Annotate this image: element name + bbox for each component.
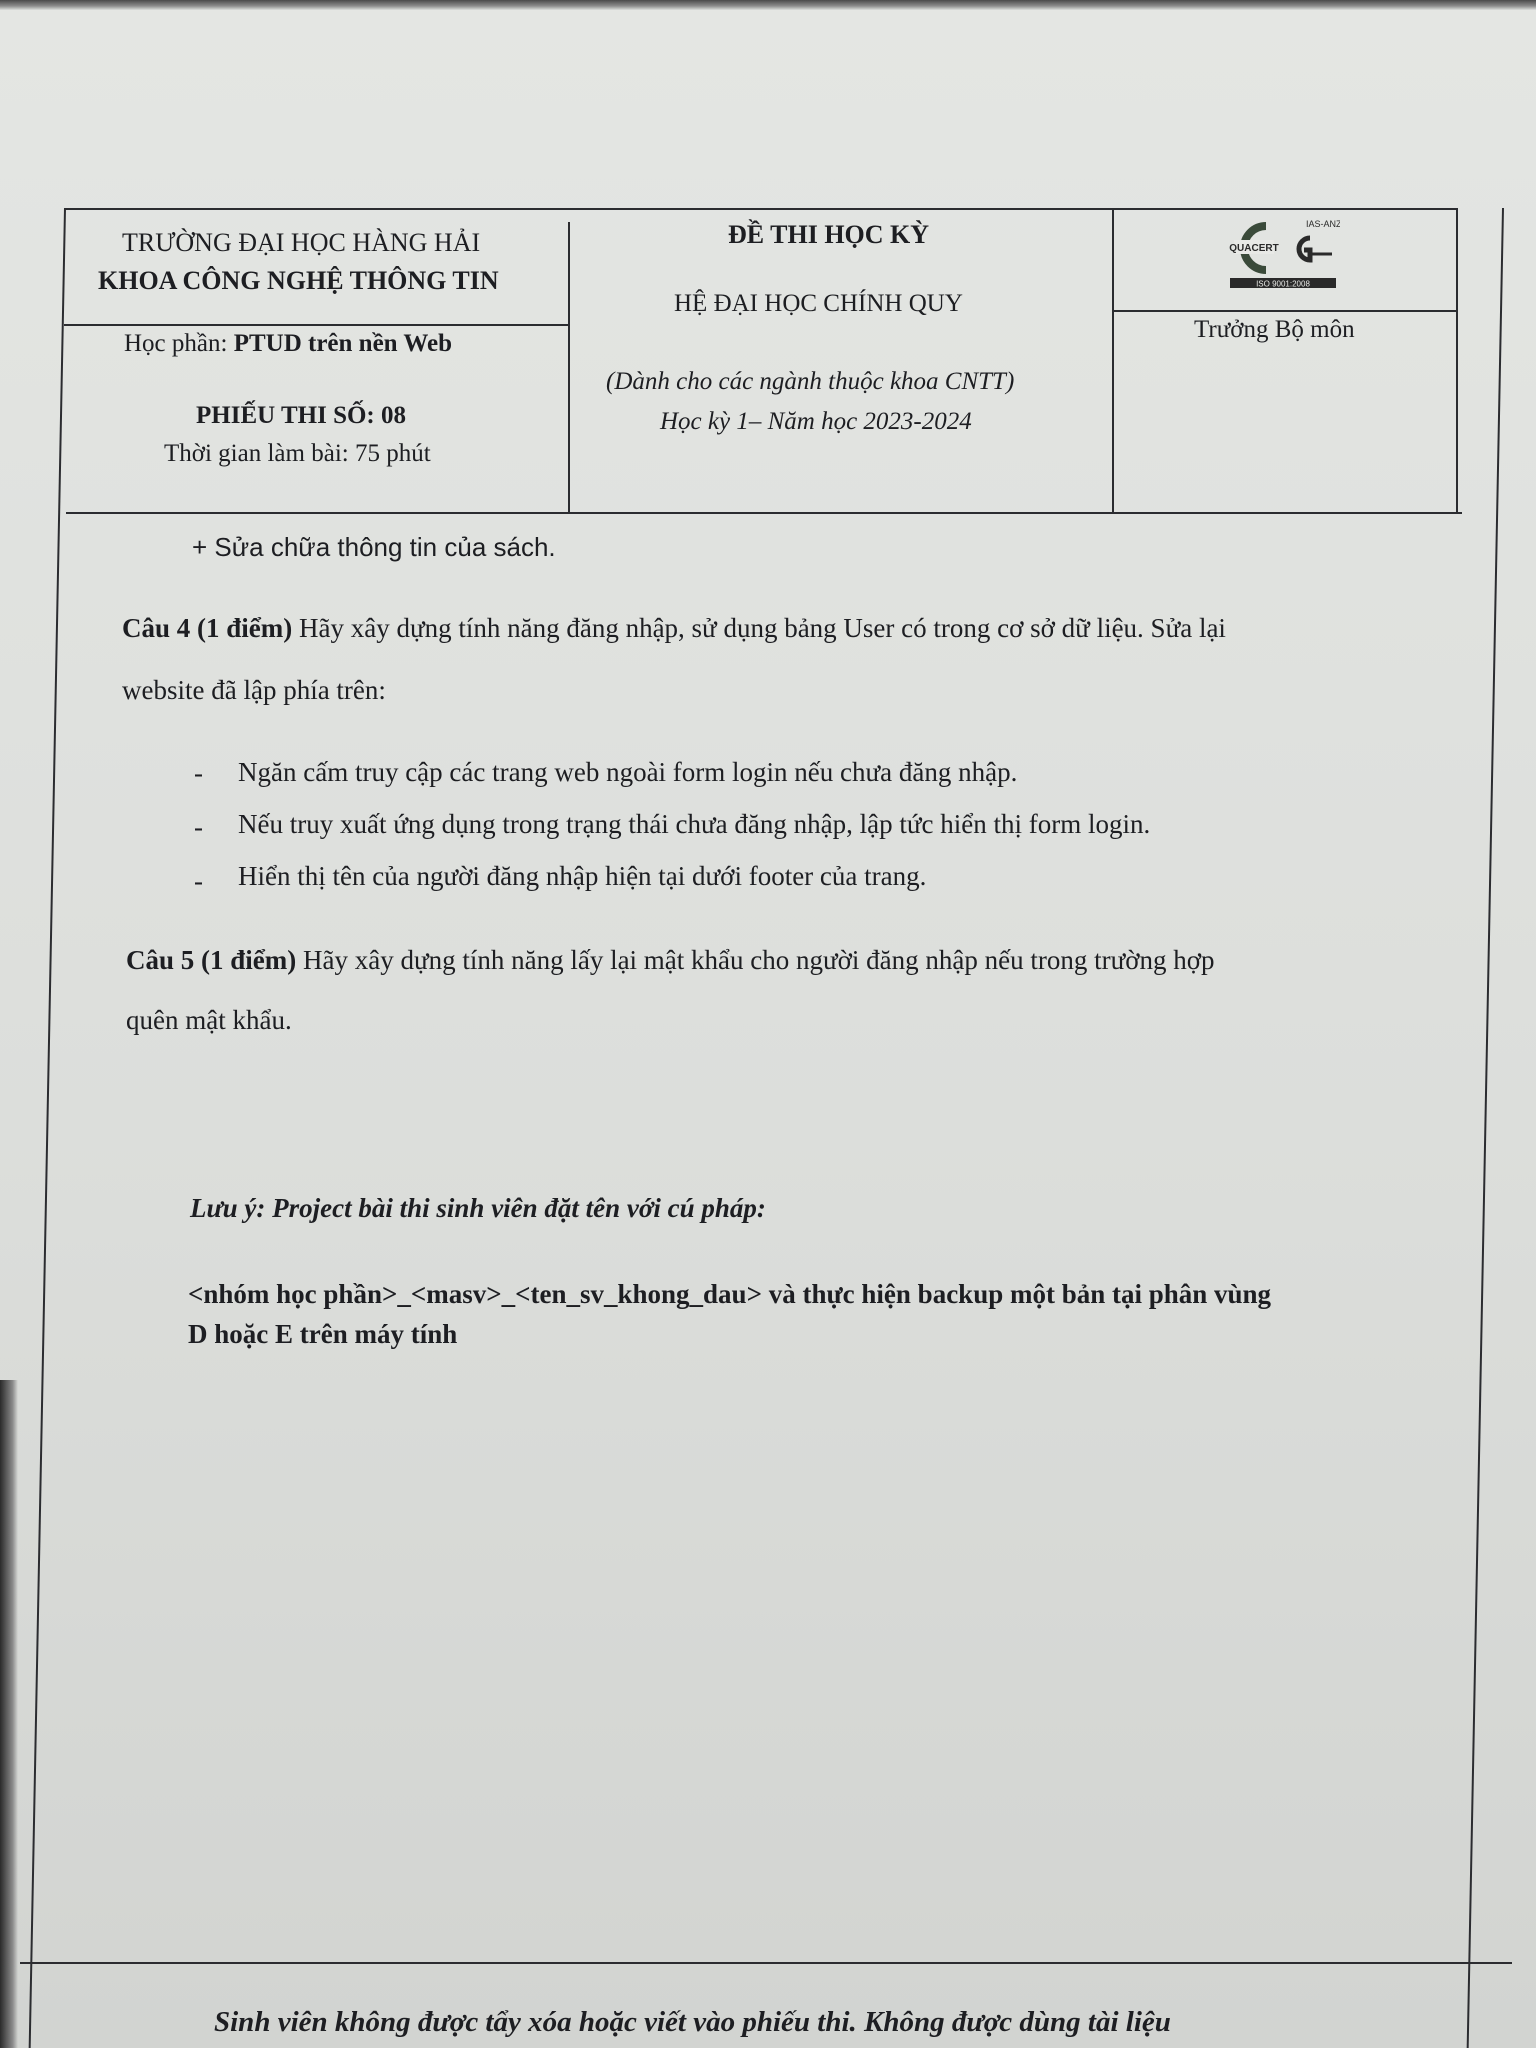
faculty-name: KHOA CÔNG NGHỆ THÔNG TIN [98, 266, 499, 295]
photo-top-edge [0, 0, 1536, 10]
header-right-edge [1456, 208, 1458, 512]
question-5-line-1 [126, 944, 1215, 976]
exam-title: ĐỀ THI HỌC KỲ [728, 220, 930, 249]
course-row [124, 330, 452, 358]
question-4-text: Hãy xây dựng tính năng đăng nhập, sử dụng bảng User có trong cơ sở dữ liệu. Sửa lại [299, 613, 1226, 643]
exam-sheet-number: PHIẾU THI SỐ: 08 [196, 402, 406, 429]
question-4-bullet-3: Hiển thị tên của người đăng nhập hiện tại dưới footer của trang. [238, 861, 927, 891]
question-5-text: Hãy xây dựng tính năng lấy lại mật khẩu cho người đăng nhập nếu trong trường hợp [303, 945, 1215, 975]
note-line-2: D hoặc E trên máy tính [188, 1319, 458, 1349]
semester-info: Học kỳ 1– Năm học 2023-2024 [660, 408, 972, 435]
question-4-bullet-1: Ngăn cấm truy cập các trang web ngoài form login nếu chưa đăng nhập. [238, 757, 1018, 787]
university-name: TRƯỜNG ĐẠI HỌC HÀNG HẢI [122, 228, 481, 257]
bullet-marker: - [194, 812, 203, 842]
header-col-divider-2 [1112, 208, 1114, 512]
quacert-logo-icon [1226, 218, 1340, 292]
exam-duration: Thời gian làm bài: 75 phút [164, 440, 431, 467]
header-top-rule [64, 208, 1456, 210]
header-left-divider [64, 324, 570, 326]
bullet-marker: - [194, 758, 203, 788]
continuation-line: + Sửa chữa thông tin của sách. [192, 532, 556, 562]
question-4-bullet-2: Nếu truy xuất ứng dụng trong trạng thái chưa đăng nhập, lập tức hiển thị form login. [238, 809, 1151, 839]
course-name: PTUD trên nền Web [233, 330, 453, 357]
bullet-marker: - [194, 866, 203, 896]
note-title: Lưu ý: Project bài thi sinh viên đặt tên với cú pháp: [190, 1193, 766, 1223]
question-5-label: Câu 5 (1 điểm) [126, 945, 297, 975]
course-label: Học phần: [124, 330, 228, 357]
question-5-line-2: quên mật khẩu. [126, 1005, 292, 1035]
footer-rule [20, 1962, 1512, 1964]
program-name: HỆ ĐẠI HỌC CHÍNH QUY [674, 290, 963, 317]
question-4-line-2: website đã lập phía trên: [122, 675, 386, 705]
svg-text:QUACERT: QUACERT [1229, 243, 1279, 254]
footer-warning: Sinh viên không được tẩy xóa hoặc viết vào phiếu thi. Không được dùng tài liệu [214, 2006, 1171, 2038]
header-bottom-rule [66, 512, 1462, 514]
question-4-line-1 [122, 612, 1226, 644]
header-col-divider-1 [568, 222, 570, 514]
exam-sheet-border [29, 208, 1504, 2048]
photo-left-edge [0, 1380, 18, 2048]
svg-text:ISO 9001:2008: ISO 9001:2008 [1256, 279, 1310, 289]
header-right-divider [1112, 310, 1458, 312]
note-line-1: <nhóm học phần>_<masv>_<ten_sv_khong_dau> và thực hiện backup một bản tại phân vùng [188, 1279, 1272, 1309]
exam-audience: (Dành cho các ngành thuộc khoa CNTT) [606, 368, 1015, 395]
head-of-department-label: Trưởng Bộ môn [1194, 316, 1355, 343]
question-4-label: Câu 4 (1 điểm) [122, 613, 293, 643]
svg-text:IAS-ANZ: IAS-ANZ [1306, 219, 1340, 229]
